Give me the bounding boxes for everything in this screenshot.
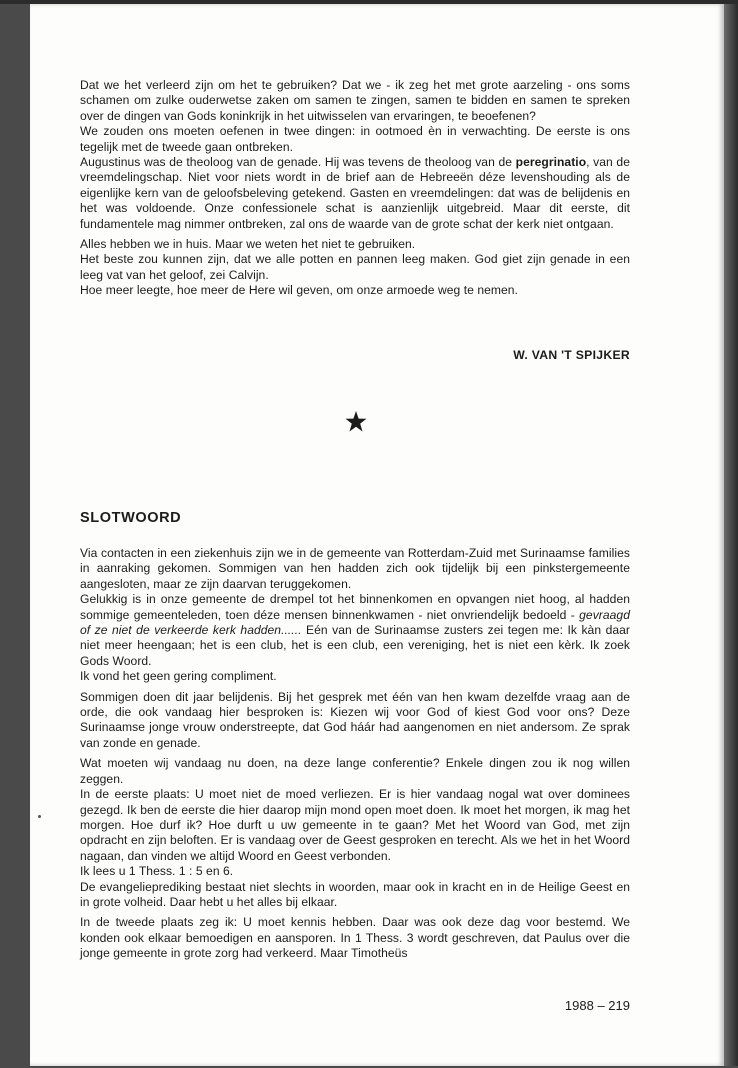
paragraph: In de eerste plaats: U moet niet de moed verliezen. Er is hier vandaag nogal wat over dominees gezegd. Ik ben de eerste die hier daarop mijn mond open moet doen. Ik moet het morgen, ik mag het morgen. Hoe durf ik? Hoe durft u uw gemeente in te gaan? Met het Woord van God, met zijn opdracht en zijn beloften. Er is vandaag over de Geest gesproken en terecht. Als we het in het Woord nagaan, dan vinden we altijd Woord en Geest verbonden. <box>80 787 630 863</box>
italic-run: gevraagd of ze niet de verkeerde kerk hadden...... <box>80 607 630 638</box>
paragraph: Via contacten in een ziekenhuis zijn we in de gemeente van Rotterdam-Zuid met Surinaamse families in aanraking gekomen. Sommigen van hen hadden zich ook tijdelijk bij een pinkstergemeente aangesloten, maar ze zijn daarvan teruggekomen. <box>80 546 630 591</box>
article-body-1 <box>80 78 630 299</box>
text-run: , van de vreemdelingschap. Niet voor niets wordt in de brief aan de Hebreeën déze levenshouding als de eigenlijke kern van de geloofsbeleving getekend. Gasten en vreemdelingen: dat was de belijdenis en het was voldoende. Onze confessionele schat is aanzienlijk uitgebreid. Maar dit eerste, dit fundamentele mag nimmer ontbreken, zal ons de waarde van de grote schat der kerk niet ontgaan. <box>80 155 630 231</box>
section-heading: SLOTWOORD <box>80 510 182 526</box>
paragraph: Sommigen doen dit jaar belijdenis. Bij het gesprek met één van hen kwam dezelfde vraag aan de orde, die ook vandaag hier besproken is: Kiezen wij voor God of kiest God voor ons? Deze Surinaamse jonge vrouw onderstreepte, dat God háár had aangenomen en niet andersom. Ze sprak van zonde en genade. <box>80 689 630 750</box>
bold-term: peregrinatio <box>515 155 587 170</box>
paragraph: Wat moeten wij vandaag nu doen, na deze lange conferentie? Enkele dingen zou ik nog willen zeggen. <box>80 756 630 786</box>
text-run: Augustinus was de theoloog van de genade. Hij was tevens de theoloog van de <box>80 155 516 170</box>
paragraph-gelukkig <box>80 592 630 669</box>
paragraph: Dat we het verleerd zijn om het te gebruiken? Dat we - ik zeg het met grote aarzeling - ons soms schamen om zulke ouderwetse zaken om samen te zingen, samen te bidden en samen te spreken over de dingen van Gods koninkrijk in het uitwisselen van ervaringen, te beoefenen? <box>80 78 630 123</box>
paragraph: Ik lees u 1 Thess. 1 : 5 en 6. <box>80 864 234 879</box>
paragraph: In de tweede plaats zeg ik: U moet kennis hebben. Daar was ook deze dag voor bestemd. We konden ook elkaar bemoedigen en aansporen. In 1 Thess. 3 wordt geschreven, dat Paulus over die jonge gemeente in grote zorg had verkeerd. Maar Timotheüs <box>80 915 630 961</box>
paragraph: Alles hebben we in huis. Maar we weten het niet te gebruiken. <box>80 237 416 252</box>
margin-mark <box>38 815 41 818</box>
paragraph: We zouden ons moeten oefenen in twee dingen: in ootmoed èn in verwachting. De eerste is ons tegelijk met de tweede gaan ontbreken. <box>80 124 630 154</box>
paragraph: Ik vond het geen gering compliment. <box>80 669 277 684</box>
paragraph: Hoe meer leegte, hoe meer de Here wil geven, om onze armoede weg te nemen. <box>80 283 518 298</box>
paragraph: Het beste zou kunnen zijn, dat we alle potten en pannen leeg maken. God giet zijn genade in een leeg vat van het geloof, zei Calvijn. <box>80 252 630 282</box>
author-signature: W. VAN 'T SPIJKER <box>513 348 630 362</box>
star-separator-icon <box>344 410 368 434</box>
book-spine-shadow <box>724 4 738 1066</box>
paragraph-augustinus <box>80 155 630 232</box>
article-body-2 <box>80 546 630 962</box>
text-run: Gelukkig is in onze gemeente de drempel tot het binnenkomen en opvangen niet hoog, al hadden sommige gemeenteleden, toen déze mensen binnenkwamen - niet onvriendelijk bedoeld - <box>80 592 630 622</box>
page-number: 1988 – 219 <box>564 998 630 1013</box>
text-run: Eén van de Surinaamse zusters zei tegen me: Ik kàn daar niet meer heengaan; het is een club, het is een club, een vereniging, het is niet een kèrk. Ik zoek Gods Woord. <box>80 623 630 668</box>
paragraph: De evangelieprediking bestaat niet slechts in woorden, maar ook in kracht en in de Heilige Geest en in grote volheid. Daar hebt u het alles bij elkaar. <box>80 879 630 909</box>
